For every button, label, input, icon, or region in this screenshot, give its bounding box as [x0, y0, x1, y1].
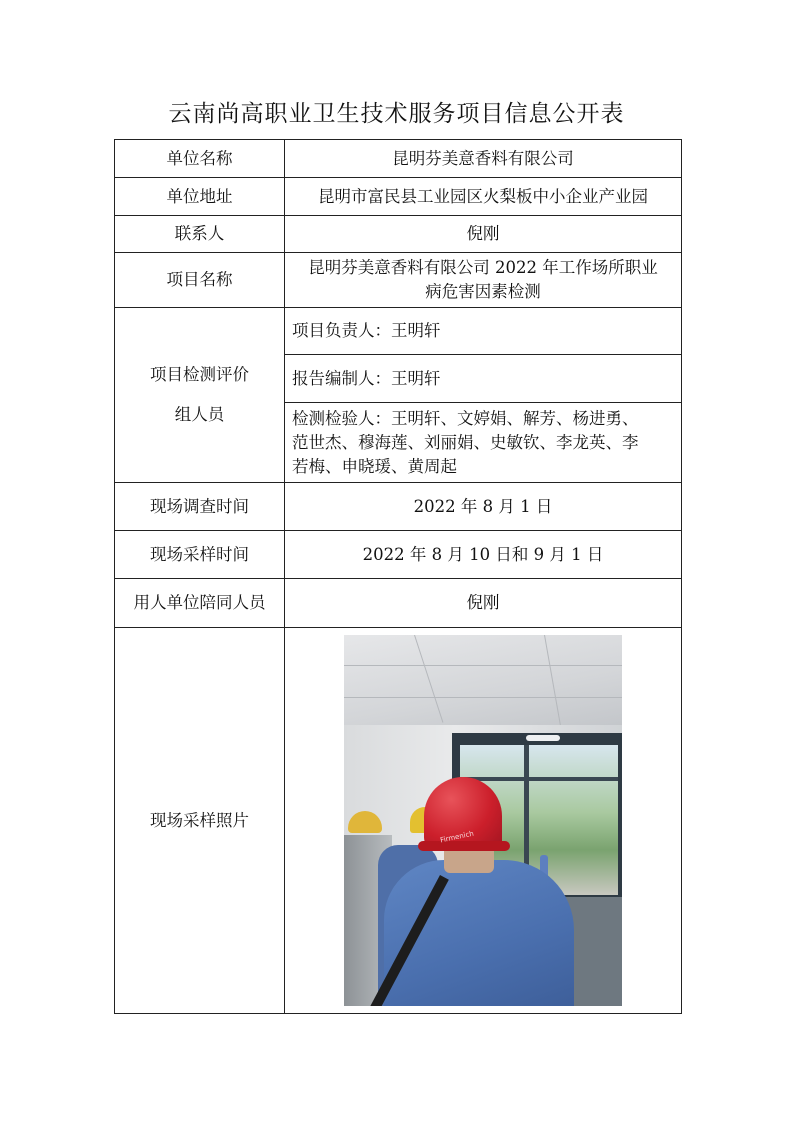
project-name-line2: 病危害因素检测: [425, 282, 541, 301]
row-contact: [115, 216, 682, 253]
report-writer-value: 报告编制人：王明轩: [285, 355, 682, 403]
team-label: [115, 308, 285, 483]
photo-label: 现场采样照片: [115, 628, 285, 1014]
photo-ceiling-lamp: [526, 735, 560, 741]
contact-label: 联系人: [115, 216, 285, 253]
companion-label: 用人单位陪同人员: [115, 579, 285, 628]
project-name-line1: 昆明芬美意香料有限公司 2022 年工作场所职业: [308, 258, 658, 277]
row-unit-address: [115, 178, 682, 216]
sampling-time-value: 2022 年 8 月 10 日和 9 月 1 日: [285, 531, 682, 579]
row-project-name: [115, 253, 682, 308]
photo-window-transom: [460, 777, 618, 781]
site-sampling-photo: [344, 635, 622, 1006]
inspectors-line1: 检测检验人：王明轩、文婷娟、解芳、杨进勇、: [292, 408, 639, 428]
row-companion: [115, 579, 682, 628]
sampling-time-label: 现场采样时间: [115, 531, 285, 579]
photo-ceiling-seam: [344, 697, 622, 698]
photo-ceiling: [344, 635, 622, 730]
survey-time-label: 现场调查时间: [115, 483, 285, 531]
photo-ceiling-seam: [344, 665, 622, 666]
companion-value: 倪刚: [285, 579, 682, 628]
photo-helmet-logo: Firmenich: [439, 829, 475, 845]
contact-value: 倪刚: [285, 216, 682, 253]
team-label-line1: 项目检测评价: [150, 365, 249, 384]
row-photo: [115, 628, 682, 1014]
inspectors-line3: 若梅、申晓瑗、黄周起: [292, 456, 457, 476]
unit-name-value: 昆明芬美意香料有限公司: [285, 140, 682, 178]
team-leader-value: 项目负责人：王明轩: [285, 308, 682, 355]
unit-name-label: 单位名称: [115, 140, 285, 178]
row-sampling-time: [115, 531, 682, 579]
row-team-leader: [115, 308, 682, 355]
unit-address-label: 单位地址: [115, 178, 285, 216]
document-title: 云南尚高职业卫生技术服务项目信息公开表: [168, 101, 625, 127]
info-table: [114, 139, 682, 1014]
inspectors-line2: 范世杰、穆海莲、刘丽娟、史敏钦、李龙英、李: [292, 432, 639, 452]
project-name-value: [285, 253, 682, 308]
survey-time-value: 2022 年 8 月 1 日: [285, 483, 682, 531]
row-unit-name: [115, 140, 682, 178]
team-label-line2: 组人员: [174, 405, 225, 424]
unit-address-value: 昆明市富民县工业园区火梨板中小企业产业园: [285, 178, 682, 216]
inspectors-value: [285, 403, 682, 483]
project-name-label: 项目名称: [115, 253, 285, 308]
row-survey-time: [115, 483, 682, 531]
photo-cell: [285, 628, 682, 1014]
